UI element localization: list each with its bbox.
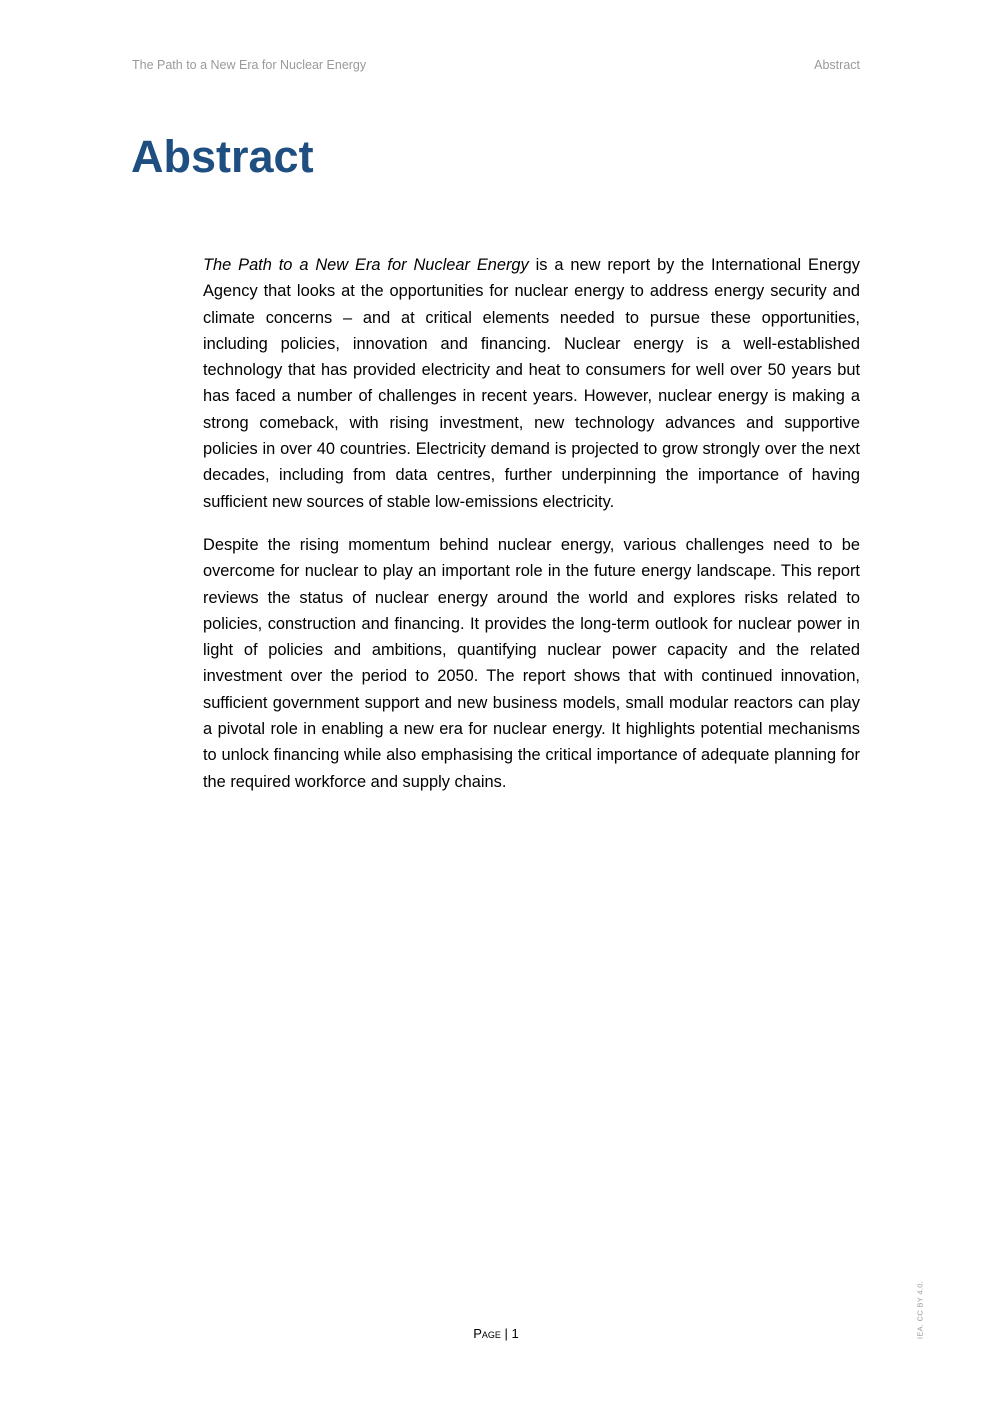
page-label: Page (473, 1326, 501, 1341)
report-title-italic: The Path to a New Era for Nuclear Energy (203, 256, 529, 274)
header-section-name: Abstract (814, 58, 860, 72)
license-notice: IEA. CC BY 4.0. (915, 1280, 925, 1340)
page-separator: | (500, 1326, 512, 1341)
header-report-title: The Path to a New Era for Nuclear Energy (132, 58, 367, 72)
abstract-paragraph-1 (203, 252, 860, 515)
running-header (132, 58, 860, 76)
abstract-body (203, 252, 860, 812)
paragraph-1-text: is a new report by the International Energy Agency that looks at the opportunities for nuclear energy to address energy security and climate concerns – and at critical elements needed to pursue these opportunities, including policies, innovation and financing. Nuclear energy is a well-established technology that has provided electricity and heat to consumers for well over 50 years but has faced a number of challenges in recent years. However, nuclear energy is making a strong comeback, with rising investment, new technology advances and supportive policies in over 40 countries. Electricity demand is projected to grow strongly over the next decades, including from data centres, further underpinning the importance of having sufficient new sources of stable low-emissions electricity. (203, 256, 860, 511)
page-number: 1 (511, 1326, 519, 1341)
page-title: Abstract (131, 131, 314, 182)
page-number-footer (0, 1326, 992, 1341)
abstract-paragraph-2: Despite the rising momentum behind nuclear energy, various challenges need to be overcome for nuclear to play an important role in the future energy landscape. This report reviews the status of nuclear energy around the world and explores risks related to policies, construction and financing. It provides the long-term outlook for nuclear power in light of policies and ambitions, quantifying nuclear power capacity and the related investment over the period to 2050. The report shows that with continued innovation, sufficient government support and new business models, small modular reactors can play a pivotal role in enabling a new era for nuclear energy. It highlights potential mechanisms to unlock financing while also emphasising the critical importance of adequate planning for the required workforce and supply chains. (203, 535, 860, 791)
